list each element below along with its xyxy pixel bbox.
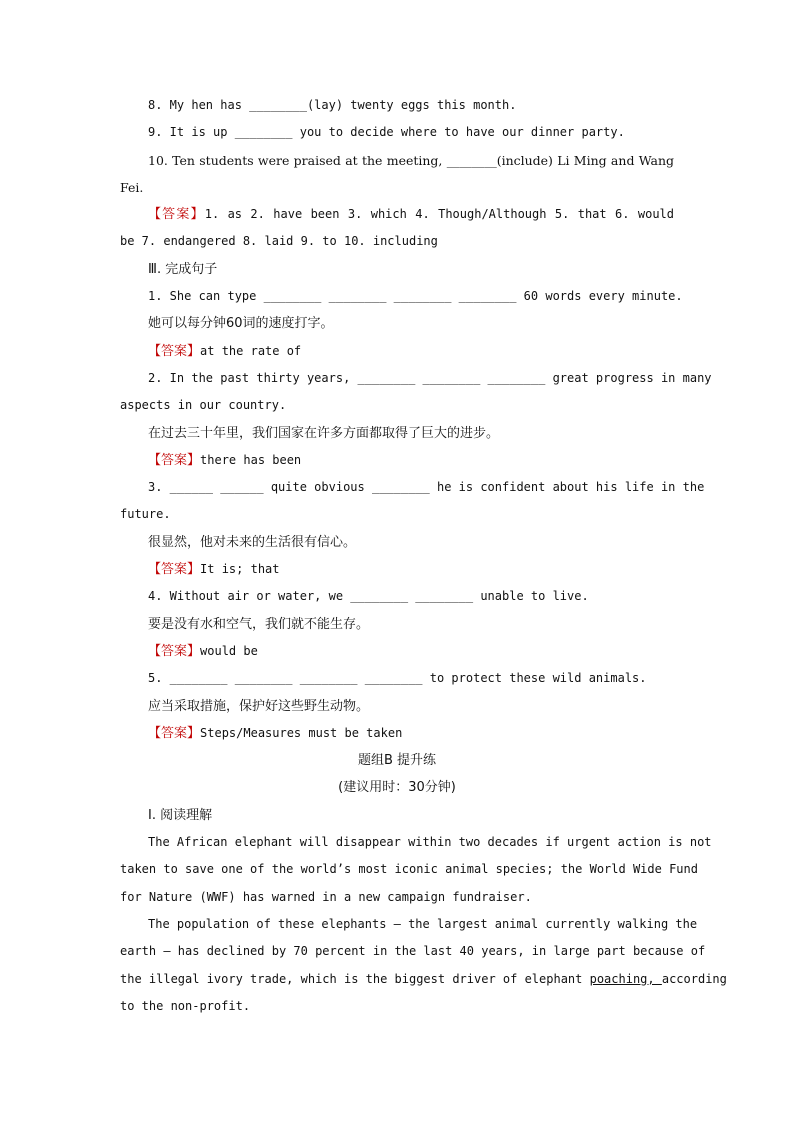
answer-text: would be <box>200 643 258 658</box>
text-line: 要是没有水和空气，我们就不能生存。 <box>148 616 370 632</box>
text-line: 2. In the past thirty years, ________ ________ ________ great progress in many <box>148 370 712 385</box>
text-segment: according <box>661 971 727 986</box>
answer-tag: 【答案】 <box>148 452 201 468</box>
answer-line <box>120 556 674 583</box>
text-line: 10. Ten students were praised at the meeting, ________(include) Li Ming and Wang <box>148 152 674 168</box>
answer-tag: 【答案】 <box>148 643 201 659</box>
text-line: 8. My hen has ________(lay) twenty eggs this month. <box>148 98 517 112</box>
text-line: Fei. <box>120 179 144 195</box>
document-page <box>120 92 727 1020</box>
answer-tag: 【答案】 <box>148 725 201 741</box>
text-line <box>120 966 727 993</box>
underlined-word: poaching, <box>589 971 662 986</box>
text-line: 5. ________ ________ ________ ________ to protect these wild animals. <box>148 671 647 686</box>
text-line: Ⅰ. 阅读理解 <box>148 807 213 823</box>
text-line: Ⅲ. 完成句子 <box>148 261 218 277</box>
text-line: 4. Without air or water, we ________ ________ unable to live. <box>148 589 589 604</box>
answer-text: 1. as 2. have been 3. which 4. Though/Although 5. that 6. would <box>204 207 674 222</box>
text-line: earth — has declined by 70 percent in the last 40 years, in large part because of <box>120 944 706 959</box>
text-line: 9. It is up ________ you to decide where to have our dinner party. <box>148 125 625 140</box>
text-line: to the non-profit. <box>120 998 251 1013</box>
text-line: future. <box>120 507 171 522</box>
text-line: 题组B 提升练 <box>357 753 437 769</box>
answer-text: there has been <box>200 452 302 467</box>
text-line: 很显然，他对未来的生活很有信心。 <box>148 534 357 550</box>
text-line: 1. She can type ________ ________ ________ ________ 60 words every minute. <box>148 289 683 304</box>
text-line: The population of these elephants — the largest animal currently walking the <box>148 916 698 931</box>
text-line: 她可以每分钟60词的速度打字。 <box>148 316 334 332</box>
text-line: be 7. endangered 8. laid 9. to 10. including <box>120 234 438 249</box>
text-line: (建议用时：30分钟) <box>338 780 456 796</box>
answer-line <box>120 201 674 228</box>
answer-tag: 【答案】 <box>148 343 201 359</box>
answer-line <box>120 447 674 474</box>
text-line: aspects in our country. <box>120 398 287 413</box>
text-line: for Nature (WWF) has warned in a new campaign fundraiser. <box>120 889 532 904</box>
answer-tag: 【答案】 <box>148 562 201 578</box>
text-line: The African elephant will disappear within two decades if urgent action is not <box>148 835 712 850</box>
answer-line <box>120 338 674 365</box>
text-line: taken to save one of the world’s most iconic animal species; the World Wide Fund <box>120 862 698 877</box>
answer-text: Steps/Measures must be taken <box>200 725 403 740</box>
answer-text: It is; that <box>200 562 280 577</box>
answer-tag: 【答案】 <box>148 207 205 223</box>
text-segment: the illegal ivory trade, which is the biggest driver of elephant <box>120 971 590 986</box>
text-line: 3. ______ ______ quite obvious ________ he is confident about his life in the <box>148 480 705 495</box>
answer-line <box>120 720 674 747</box>
text-line: 应当采取措施，保护好这些野生动物。 <box>148 698 370 714</box>
answer-line <box>120 638 674 665</box>
answer-text: at the rate of <box>200 343 302 358</box>
text-line: 在过去三十年里，我们国家在许多方面都取得了巨大的进步。 <box>148 425 500 441</box>
